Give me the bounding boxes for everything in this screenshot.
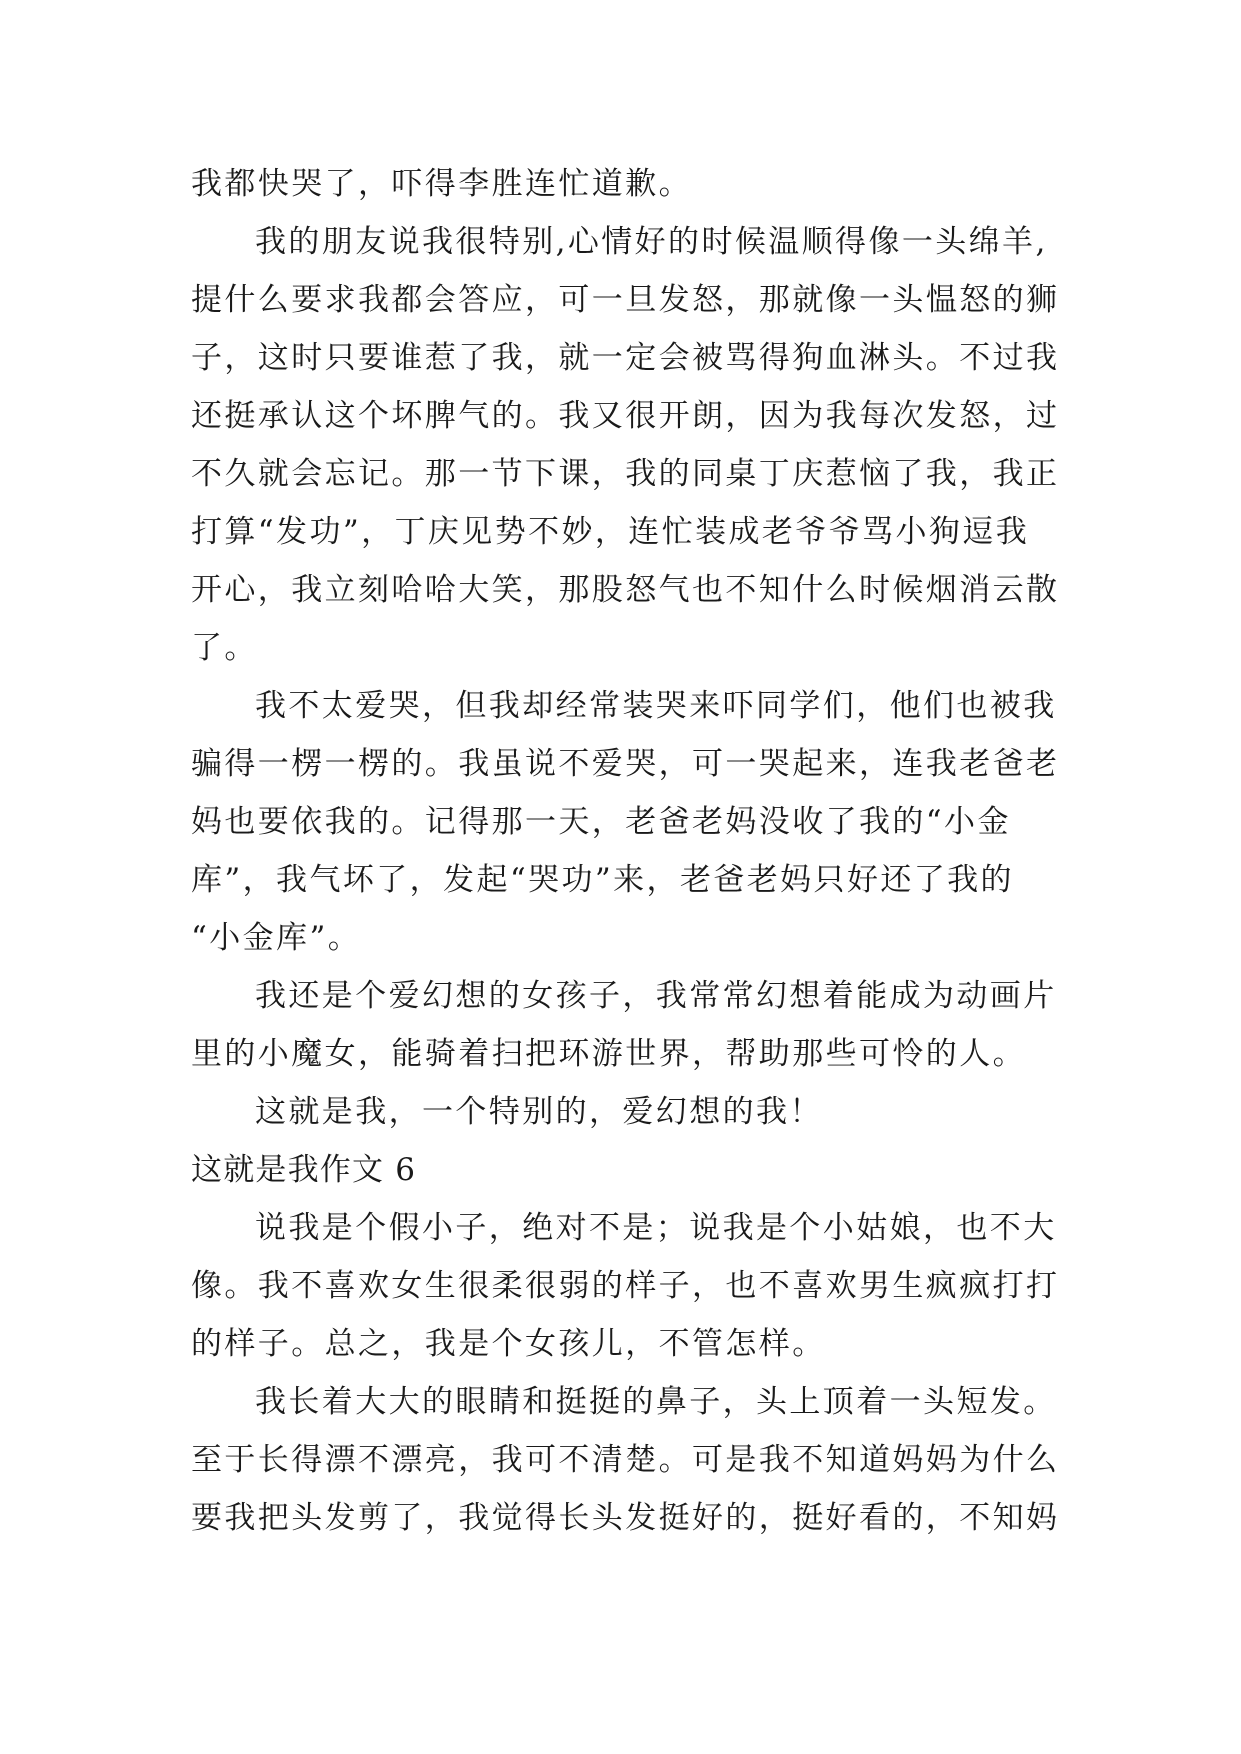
text-line: 要我把头发剪了，我觉得长头发挺好的，挺好看的，不知妈: [191, 1500, 1060, 1536]
text-line: 像。我不喜欢女生很柔很弱的样子，也不喜欢男生疯疯打打: [191, 1268, 1060, 1304]
text-line: 了。: [191, 630, 258, 666]
section-heading: 这就是我作文 6: [191, 1152, 417, 1188]
text-line: 库”，我气坏了，发起“哭功”来，老爸老妈只好还了我的: [191, 862, 1014, 898]
text-line: 至于长得漂不漂亮，我可不清楚。可是我不知道妈妈为什么: [191, 1442, 1060, 1478]
text-line: 提什么要求我都会答应，可一旦发怒，那就像一头愠怒的狮: [191, 282, 1060, 318]
text-line: “小金库”。: [191, 920, 362, 956]
text-line: 我都快哭了，吓得李胜连忙道歉。: [191, 166, 692, 202]
text-line: 妈也要依我的。记得那一天，老爸老妈没收了我的“小金: [191, 804, 1011, 840]
text-line: 子，这时只要谁惹了我，就一定会被骂得狗血淋头。不过我: [191, 340, 1060, 376]
paragraph-start-line: 我长着大大的眼睛和挺挺的鼻子，头上顶着一头短发。: [255, 1384, 1057, 1420]
paragraph-start-line: 我还是个爱幻想的女孩子，我常常幻想着能成为动画片: [255, 978, 1057, 1014]
text-line: 里的小魔女，能骑着扫把环游世界，帮助那些可怜的人。: [191, 1036, 1026, 1072]
text-line: 开心，我立刻哈哈大笑，那股怒气也不知什么时候烟消云散: [191, 572, 1060, 608]
text-line: 还挺承认这个坏脾气的。我又很开朗，因为我每次发怒，过: [191, 398, 1060, 434]
paragraph-start-line: 说我是个假小子，绝对不是；说我是个小姑娘，也不大: [255, 1210, 1057, 1246]
text-line: 不久就会忘记。那一节下课，我的同桌丁庆惹恼了我，我正: [191, 456, 1060, 492]
text-line: 骗得一楞一楞的。我虽说不爱哭，可一哭起来，连我老爸老: [191, 746, 1060, 782]
paragraph-start-line: 我的朋友说我很特别,心情好的时候温顺得像一头绵羊,: [255, 224, 1048, 260]
paragraph-start-line: 我不太爱哭，但我却经常装哭来吓同学们，他们也被我: [255, 688, 1057, 724]
text-line: 的样子。总之，我是个女孩儿，不管怎样。: [191, 1326, 826, 1362]
paragraph-start-line: 这就是我，一个特别的，爱幻想的我！: [255, 1094, 823, 1130]
text-line: 打算“发功”，丁庆见势不妙，连忙装成老爷爷骂小狗逗我: [191, 514, 1030, 550]
